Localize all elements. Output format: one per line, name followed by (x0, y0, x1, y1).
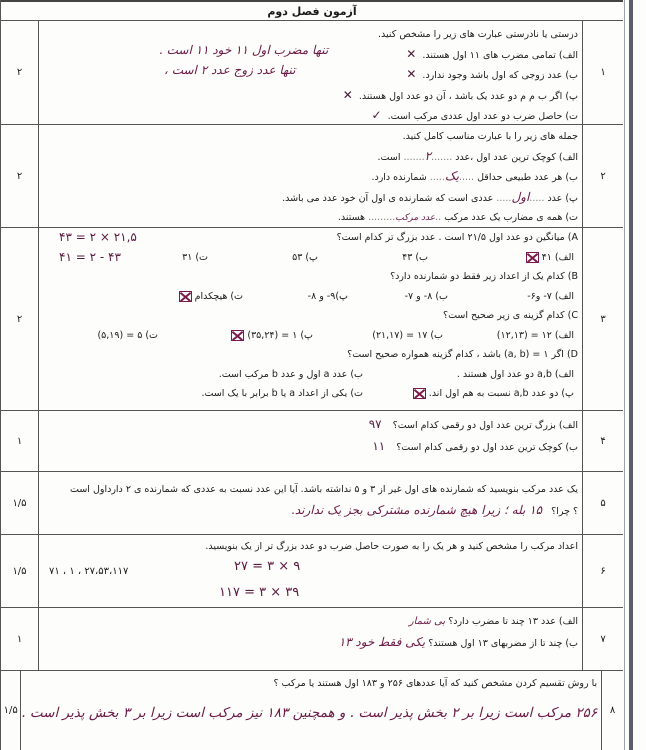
option: ب) ۱۷ = (۲۱,۱۷) (372, 329, 443, 341)
handwritten-answer: یکی فقط خود ۱۳ (338, 635, 426, 649)
question-content (39, 21, 582, 124)
selected-box-icon (526, 252, 539, 263)
false-mark-icon: ✕ (406, 67, 417, 81)
question-prompt: یک عدد مرکب بنویسید که شمارنده های اول غیر از ۳ و ۵ نداشته باشد. آیا این عدد نسبت به عددی که شمارنده ی ۲ دارداول است (70, 484, 578, 495)
selected-box-icon (413, 388, 426, 399)
handwritten-note: تنها عدد زوج عدد ۲ است ، (164, 63, 296, 77)
short-answer-item: الف) بزرگ ترین عدد اول دو رقمی کدام است؟ ۹۷ (368, 417, 578, 431)
question-row-1 (1, 21, 623, 125)
fill-item: الف) کوچک ترین عدد اول ،عدد .......۲....... است. (377, 148, 578, 163)
false-mark-icon: ✕ (342, 87, 353, 102)
short-answer-item: الف) عدد ۱۳ چند تا مضرب دارد؟ بی شمار (408, 616, 578, 627)
option: ب) عدد a اول و عدد b مرکب است. (218, 368, 363, 380)
question-row-6 (1, 535, 623, 608)
option: پ) ۵۳ (292, 251, 318, 263)
selected-box-icon (231, 330, 244, 341)
question-score: ۱/۵ (1, 472, 39, 534)
option: ت) ۵ = (۵,۱۹) (97, 329, 158, 341)
question-content (39, 472, 582, 534)
question-number: ۵ (582, 472, 623, 534)
option-selected: الف) ۴۱ (523, 248, 574, 268)
question-number: ۸ (601, 671, 623, 750)
question-content (21, 671, 601, 750)
option: پ)۹- و ۸- (307, 290, 348, 302)
handwritten-answer: ۱۵ بله ؛ زیرا هیچ شمارنده مشترکی بجز یک ندارند. (291, 503, 543, 517)
question-number: ۷ (582, 608, 623, 670)
option: الف) ۱۲ = (۱۲,۱۳) (496, 329, 574, 341)
mcq-question-c: C) کدام گزینه ی زیر صحیح است؟ (443, 310, 578, 321)
fill-item: ت) همه ی مضارب یک عدد مرکب ..عدد مرکب......... هستند. (337, 212, 578, 223)
question-prompt: درستی یا نادرستی عبارت های زیر را مشخص کنید. (378, 29, 578, 40)
binding-line (624, 0, 625, 750)
handwritten-answer: ۲ (424, 148, 432, 163)
question-row-7 (1, 608, 623, 671)
handwritten-answer: اول (511, 189, 530, 204)
question-content (39, 228, 582, 410)
question-score: ۲ (1, 125, 39, 227)
mcq-question-d: D) اگر ۱ = (a, b) باشد ، کدام گزینه همواره صحیح است؟ (347, 349, 578, 360)
mcq-options (39, 384, 578, 404)
question-number: ۱ (582, 21, 623, 124)
option: ب) ۸- و ۷- (404, 290, 448, 302)
tf-item: ت) حاصل ضرب دو عدد اول عددی مرکب است. ✓ (371, 108, 578, 122)
question-number: ۳ (582, 228, 623, 410)
check-mark-icon: ✓ (371, 108, 382, 122)
handwritten-answer: ۲۵۶ مرکب است زیرا بر ۲ بخش پذیر است . و همچنین ۱۸۳ نیز مرکب است زیرا بر ۳ بخش پذیر است . (21, 704, 598, 721)
option: ت) ۳۱ (182, 251, 208, 263)
option-selected: پ) دو عدد a,b نسبت به هم اول اند. (410, 384, 574, 404)
fill-item: ب) هر عدد طبیعی حداقل .....یک..... شمارنده دارد. (371, 169, 578, 183)
short-answer-item: ب) کوچک ترین عدد اول دو رقمی کدام است؟ ۱۱ (372, 439, 578, 453)
handwritten-answer: بی شمار (408, 616, 446, 627)
exam-title: آزمون فصل دوم (1, 0, 623, 21)
given-numbers: ۲۷،۵۳،۱۱۷ ، ۱ ، ۷۱ (49, 566, 129, 577)
option: الف) a,b دو عدد اول هستند . (456, 368, 574, 380)
question-prompt-cont: ؟ چرا؟ ۱۵ بله ؛ زیرا هیچ شمارنده مشترکی بجز یک ندارند. (291, 503, 578, 517)
selected-box-icon (179, 291, 192, 302)
option: الف) ۷- و۶- (527, 290, 574, 302)
mcq-question-b: B) کدام یک از اعداد زیر فقط دو شمارنده دارد؟ (390, 271, 578, 282)
short-answer-item: ب) چند تا از مضربهای ۱۳ اول هستند؟ یکی فقط خود ۱۳ (338, 635, 578, 649)
question-score: ۱/۵ (1, 671, 21, 750)
option-selected: ت) هیچکدام (176, 287, 243, 307)
question-row-3 (1, 228, 623, 411)
question-score: ۱/۵ (1, 535, 39, 607)
page-edge (629, 0, 633, 750)
question-row-5 (1, 472, 623, 535)
mcq-options (39, 365, 578, 385)
question-row-2 (1, 125, 623, 228)
handwritten-answer: عدد مرکب (395, 213, 436, 223)
mcq-options (39, 326, 578, 346)
handwritten-work: ۴۳ - ۲ = ۴۱ (59, 249, 121, 264)
tf-item: ب) عدد زوجی که اول باشد وجود ندارد. ✕ تنها عدد زوج عدد ۲ است ، (164, 63, 578, 81)
false-mark-icon: ✕ (406, 46, 417, 61)
mcq-options (39, 287, 578, 307)
handwritten-answer: ۱۱ (372, 439, 386, 453)
question-content (39, 125, 582, 227)
question-score: ۱ (1, 608, 39, 670)
option: ب) ۴۳ (402, 251, 428, 263)
option: ت) یکی از اعداد a یا b برابر با یک است. (201, 388, 363, 399)
question-prompt: با روش تقسیم کردن مشخص کنید که آیا عددهای ۲۵۶ و ۱۸۳ اول هستند یا مرکب ؟ (273, 678, 598, 689)
option-selected: پ) ۱ = (۳۵,۲۴) (228, 326, 313, 346)
mcq-options (39, 248, 578, 268)
question-number: ۶ (582, 535, 623, 607)
question-content (39, 535, 582, 607)
handwritten-work: ۲۱,۵ × ۲ = ۴۳ (59, 230, 137, 244)
handwritten-note: تنها مضرب اول ۱۱ خود ۱۱ است . (159, 42, 329, 57)
question-number: ۲ (582, 125, 623, 227)
question-score: ۲ (1, 21, 39, 124)
question-score: ۲ (1, 228, 39, 410)
handwritten-answer: ۲۷ = ۳ × ۹ (234, 559, 301, 574)
tf-item: پ) اگر ب م م دو عدد یک باشد ، آن دو عدد اول هستند. ✕ (342, 87, 578, 102)
mcq-question-a: A) میانگین دو عدد اول ۲۱/۵ است . عدد بزرگ تر کدام است؟ ۲۱,۵ × ۲ = ۴۳ (39, 228, 578, 248)
question-prompt: اعداد مرکب را مشخص کنید و هر یک را به صورت حاصل ضرب دو عدد بزرگ تر از یک بنویسید. (205, 541, 578, 552)
question-score: ۱ (1, 411, 39, 471)
question-number: ۴ (582, 411, 623, 471)
question-row-4 (1, 411, 623, 472)
fill-item: پ) عدد .....اول..... عددی است که شمارنده ی اول آن خود عدد می باشد. (282, 189, 578, 204)
tf-item: الف) تمامی مضرب های ۱۱ اول هستند. ✕ تنها مضرب اول ۱۱ خود ۱۱ است . (159, 42, 578, 61)
handwritten-answer: ۱۱۷ = ۳ × ۳۹ (219, 585, 300, 600)
question-row-8 (1, 671, 623, 750)
handwritten-answer: یک (444, 169, 459, 183)
question-content (39, 608, 582, 670)
question-prompt: جمله های زیر را با عبارت مناسب کامل کنید. (402, 131, 578, 142)
handwritten-answer: ۹۷ (368, 417, 382, 431)
question-content (39, 411, 582, 471)
